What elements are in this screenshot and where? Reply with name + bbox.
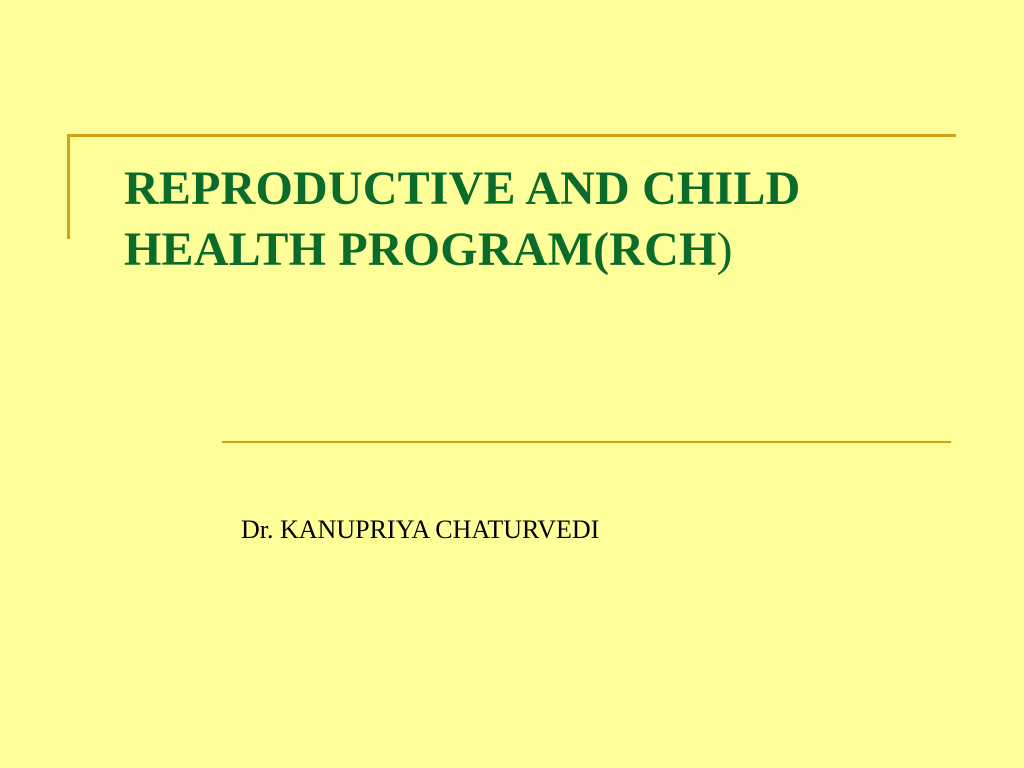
title-frame-top-rule <box>67 134 956 137</box>
slide-title-line-2-main: HEALTH PROGRAM(RCH <box>124 223 717 276</box>
subtitle-divider-rule <box>222 441 951 443</box>
slide-subtitle-author: Dr. KANUPRIYA CHATURVEDI <box>241 515 600 544</box>
slide-title <box>124 158 984 280</box>
slide-title-closing-paren: ) <box>716 223 733 276</box>
slide-title-line-1: REPRODUCTIVE AND CHILD <box>124 162 801 215</box>
title-frame-left-rule <box>67 134 70 239</box>
slide-title-line-2 <box>124 219 984 280</box>
